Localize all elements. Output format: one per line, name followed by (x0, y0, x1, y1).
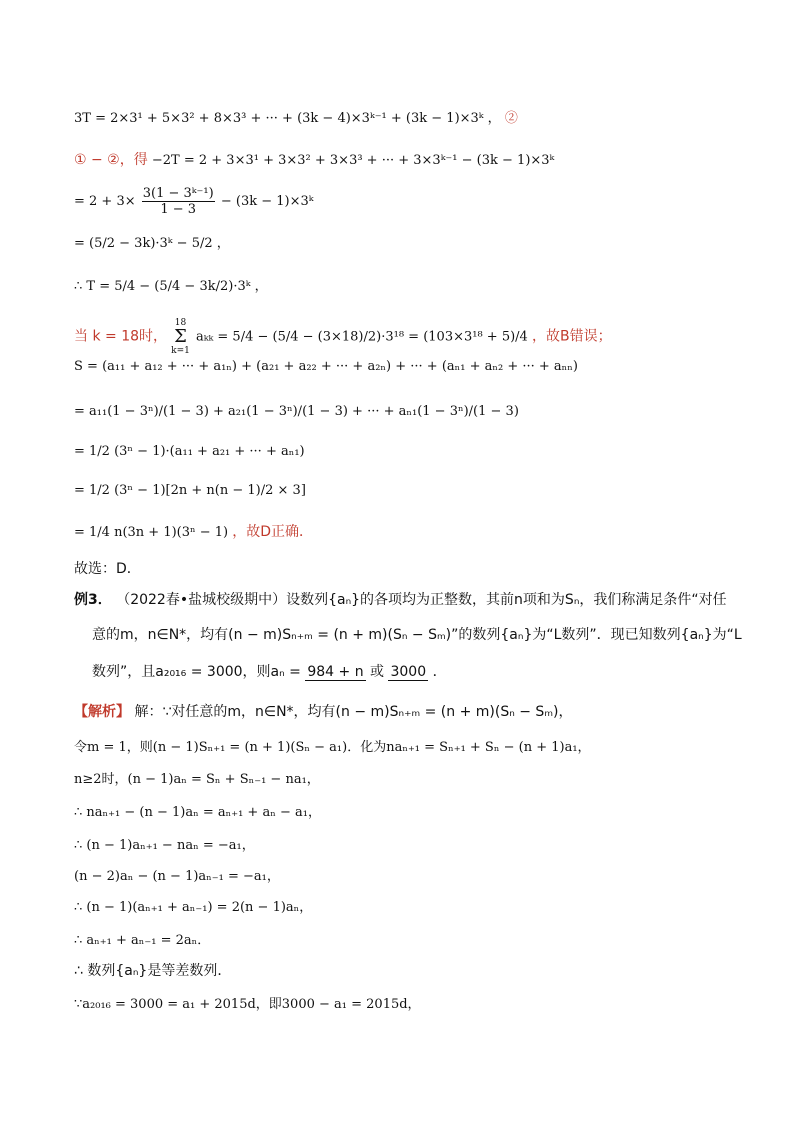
equation-line-10 (74, 483, 306, 499)
step-lead: 当 k = 18时， (74, 328, 168, 345)
equation-line-9 (74, 444, 305, 460)
answer-blank-1: 984 + n (307, 664, 364, 680)
solution-line-3 (74, 772, 320, 788)
answer-blank-2: 3000 (390, 664, 427, 680)
equation-line-7 (74, 359, 578, 375)
conclusion-text: ，故B错误； (531, 328, 612, 345)
equation-text: −2T = 2 + 3×3¹ + 3×3² + 3×3³ + ··· + 3×3ᵏ⁻¹ − (3k − 1)×3ᵏ (151, 153, 555, 168)
equation-text: = 1/4 n(3n + 1)(3ⁿ − 1) (74, 525, 229, 540)
answer-text: 故选：D． (74, 561, 141, 577)
answer-line (74, 561, 141, 577)
answer-or: 或 (370, 664, 385, 680)
summation-symbol: 18 Σ k=1 (171, 318, 190, 356)
solution-text: ∴ (n − 1)aₙ₊₁ − naₙ = −a₁， (74, 838, 255, 853)
solution-text: n≥2时，(n − 1)aₙ = Sₙ + Sₙ₋₁ − na₁， (74, 772, 320, 787)
equation-text: 3T = 2×3¹ + 5×3² + 8×3³ + ··· + (3k − 4)×3ᵏ⁻¹ + (3k − 1)×3ᵏ ， (74, 111, 501, 126)
solution-line-8 (74, 933, 210, 949)
solution-line-6 (74, 869, 280, 885)
example-3-line-2 (92, 627, 742, 643)
example-text: （2022春•盐城校级期中）设数列{aₙ}的各项均为正整数，其前n项和为Sₙ，我们称满足条件“对任 (116, 592, 727, 608)
example-3-line-3 (92, 664, 447, 680)
solution-text: ∴ (n − 1)(aₙ₊₁ + aₙ₋₁) = 2(n − 1)aₙ， (74, 900, 313, 915)
solution-text: 解：∵对任意的m，n∈N*，均有(n − m)Sₙ₊ₘ = (n + m)(Sₙ − Sₘ)， (134, 704, 573, 720)
sum-lower-limit: k=1 (171, 346, 190, 356)
equation-line-1 (74, 111, 518, 127)
equation-line-5 (74, 279, 268, 295)
solution-line-9 (74, 963, 231, 979)
equation-text: ∴ T = 5/4 − (5/4 − 3k/2)·3ᵏ ， (74, 279, 268, 294)
example-3-line-1 (74, 592, 727, 608)
equation-line-8 (74, 404, 519, 420)
equation-text: = a₁₁(1 − 3ⁿ)/(1 − 3) + a₂₁(1 − 3ⁿ)/(1 − 3) + ··· + aₙ₁(1 − 3ⁿ)/(1 − 3) (74, 404, 519, 419)
equation-line-3 (74, 186, 314, 217)
example-text: 数列”，且a₂₀₁₆ = 3000，则aₙ = (92, 664, 301, 680)
solution-line-2 (74, 740, 591, 756)
equation-text: = 1/2 (3ⁿ − 1)[2n + n(n − 1)/2 × 3] (74, 483, 306, 498)
solution-text: ∵a₂₀₁₆ = 3000 = a₁ + 2015d，即3000 − a₁ = 2015d， (74, 997, 421, 1012)
solution-text: ∴ naₙ₊₁ − (n − 1)aₙ = aₙ₊₁ + aₙ − a₁， (74, 805, 321, 820)
equation-pre: = 2 + 3× (74, 194, 136, 209)
equation-text: aₖₖ = 5/4 − (5/4 − (3×18)/2)·3¹⁸ = (103×3¹⁸ + 5)/4 (196, 329, 528, 345)
conclusion-text: ，故D正确． (232, 524, 314, 540)
solution-text: (n − 2)aₙ − (n − 1)aₙ₋₁ = −a₁， (74, 869, 280, 884)
example-tail: ． (432, 664, 447, 680)
equation-post: − (3k − 1)×3ᵏ (220, 194, 314, 209)
sum-upper-limit: 18 (174, 318, 187, 328)
equation-line-2 (74, 152, 554, 169)
equation-text: S = (a₁₁ + a₁₂ + ··· + a₁ₙ) + (a₂₁ + a₂₂ + ··· + a₂ₙ) + ··· + (aₙ₁ + aₙ₂ + ··· + aₙₙ) (74, 359, 579, 374)
solution-text: ∴ 数列{aₙ}是等差数列． (74, 963, 232, 979)
example-text: 意的m，n∈N*，均有(n − m)Sₙ₊ₘ = (n + m)(Sₙ − Sₘ)”的数列{aₙ}为“L数列”．现已知数列{aₙ}为“L (92, 627, 742, 643)
equation-text: = 1/2 (3ⁿ − 1)·(a₁₁ + a₂₁ + ··· + aₙ₁) (74, 444, 305, 459)
equation-line-11 (74, 524, 313, 541)
fraction-numerator: 3(1 − 3ᵏ⁻¹) (142, 186, 214, 201)
solution-line-7 (74, 900, 312, 916)
solution-line-10 (74, 997, 421, 1013)
equation-text: = (5/2 − 3k)·3ᵏ − 5/2 ， (74, 236, 230, 251)
equation-line-6 (74, 318, 612, 356)
solution-line-4 (74, 805, 321, 821)
solution-line-1 (74, 704, 573, 720)
equation-line-4 (74, 236, 230, 252)
fraction (142, 186, 215, 217)
fraction-denominator: 1 − 3 (160, 202, 197, 217)
solution-line-5 (74, 838, 255, 854)
equation-tag: ② (504, 111, 518, 126)
solution-label: 【解析】 (74, 704, 130, 720)
solution-text: ∴ aₙ₊₁ + aₙ₋₁ = 2aₙ． (74, 933, 211, 948)
step-lead: ① − ②，得 (74, 152, 148, 168)
solution-text: 令m = 1，则(n − 1)Sₙ₊₁ = (n + 1)(Sₙ − a₁)．化为naₙ₊₁ = Sₙ₊₁ + Sₙ − (n + 1)a₁， (74, 740, 591, 755)
example-label: 例3． (74, 592, 112, 608)
